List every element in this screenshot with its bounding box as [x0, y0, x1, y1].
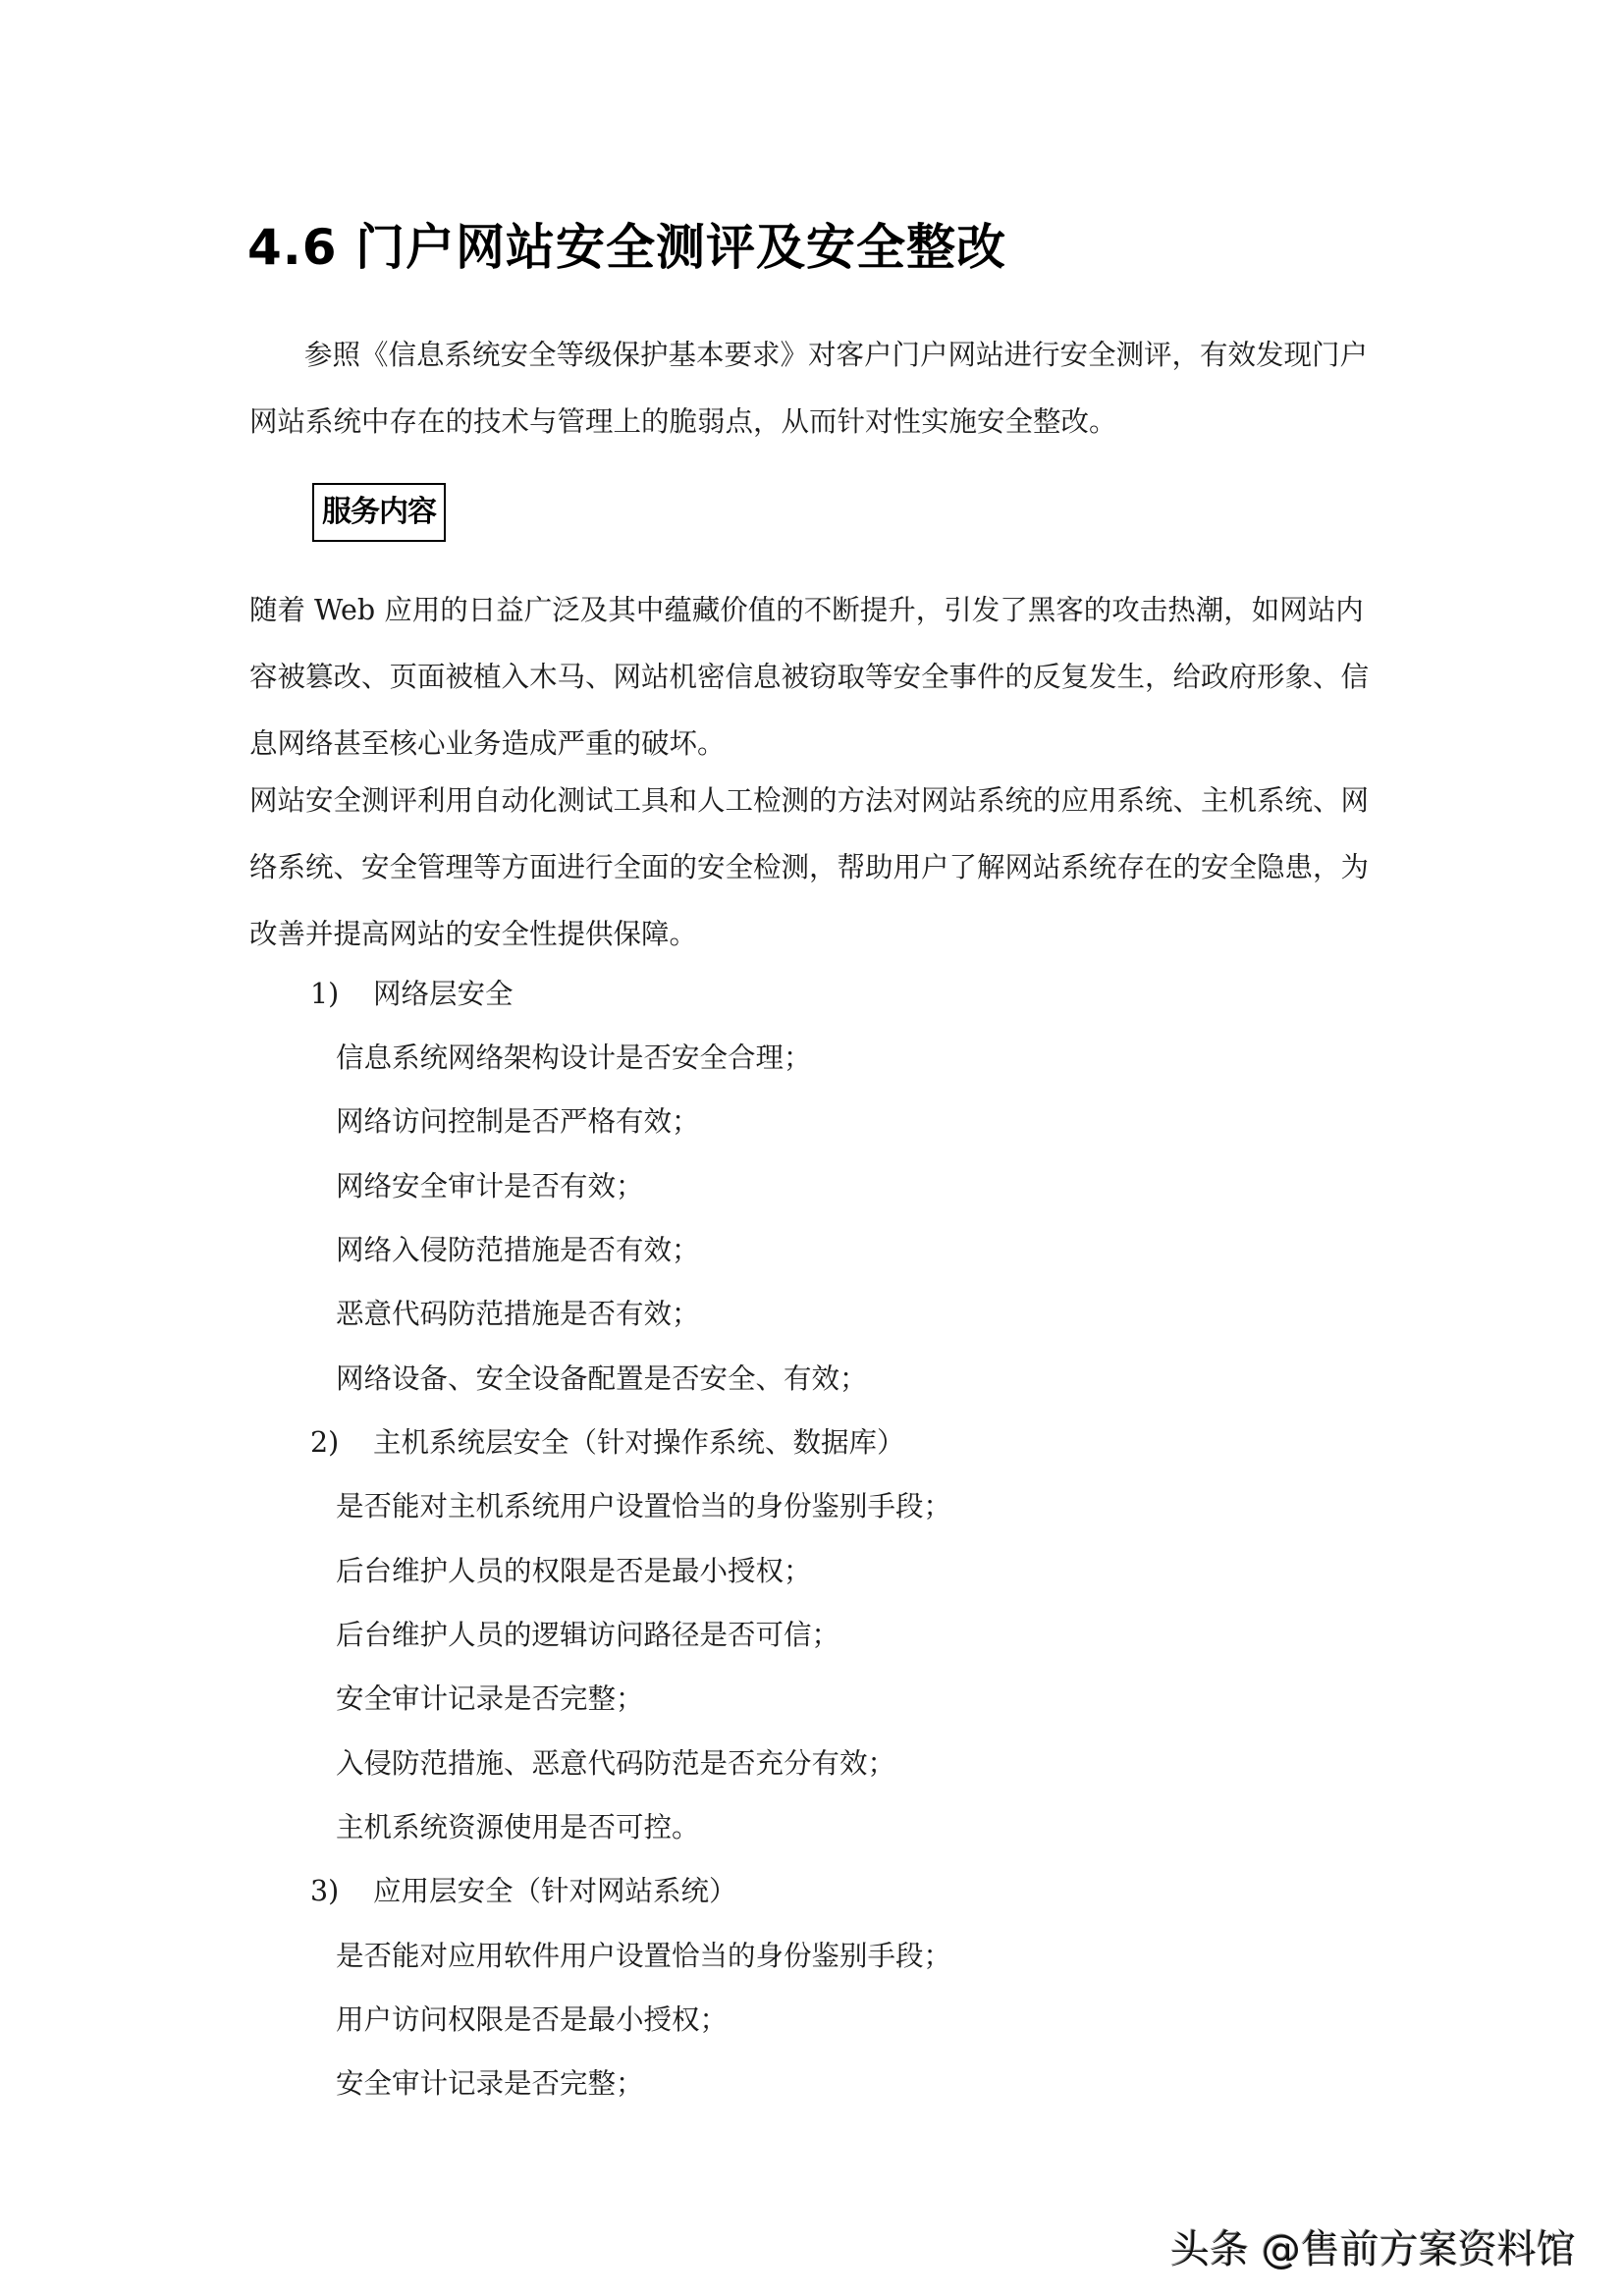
- service-content-label: 服务内容: [312, 483, 446, 542]
- list-heading-application: [310, 1869, 737, 1909]
- list-item: 网络安全审计是否有效；: [336, 1170, 644, 1202]
- list-item: 安全审计记录是否完整；: [336, 1682, 644, 1715]
- list-title: 应用层安全（针对网站系统）: [373, 1875, 737, 1907]
- list-number: 1): [310, 978, 340, 1010]
- list-item: 网络访问控制是否严格有效；: [336, 1105, 700, 1138]
- list-title: 网络层安全: [373, 978, 514, 1010]
- list-item: 后台维护人员的逻辑访问路径是否可信；: [336, 1619, 840, 1651]
- list-item: 安全审计记录是否完整；: [336, 2067, 644, 2100]
- watermark: 头条 @售前方案资料馆: [1170, 2227, 1576, 2272]
- section-heading: 4.6 门户网站安全测评及安全整改: [247, 219, 1006, 276]
- list-item: 用户访问权限是否是最小授权；: [336, 2003, 729, 2036]
- list-item: 后台维护人员的权限是否是最小授权；: [336, 1555, 812, 1587]
- list-title: 主机系统层安全（针对操作系统、数据库）: [373, 1426, 905, 1459]
- list-number: 2): [310, 1426, 340, 1459]
- list-item: 信息系统网络架构设计是否安全合理；: [336, 1041, 812, 1074]
- list-item: 恶意代码防范措施是否有效；: [336, 1298, 700, 1330]
- list-item: 是否能对主机系统用户设置恰当的身份鉴别手段；: [336, 1490, 952, 1522]
- list-item: 主机系统资源使用是否可控。: [336, 1811, 700, 1843]
- list-item: 网络入侵防范措施是否有效；: [336, 1234, 700, 1266]
- intro-paragraph: 参照《信息系统安全等级保护基本要求》对客户门户网站进行安全测评，有效发现门户网站系统中存在的技术与管理上的脆弱点，从而针对性实施安全整改。: [249, 339, 1369, 438]
- list-item: 网络设备、安全设备配置是否安全、有效；: [336, 1362, 868, 1395]
- list-heading-host: [310, 1420, 905, 1461]
- list-item: 入侵防范措施、恶意代码防范是否充分有效；: [336, 1747, 896, 1780]
- list-item: 是否能对应用软件用户设置恰当的身份鉴别手段；: [336, 1940, 952, 1972]
- list-number: 3): [310, 1875, 340, 1907]
- body-paragraph-2: 网站安全测评利用自动化测试工具和人工检测的方法对网站系统的应用系统、主机系统、网络系统、安全管理等方面进行全面的安全检测，帮助用户了解网站系统存在的安全隐患，为改善并提高网站的安全性提供保障。: [249, 784, 1370, 950]
- list-heading-network: [310, 972, 514, 1012]
- body-paragraph-1: 随着 Web 应用的日益广泛及其中蕴藏价值的不断提升，引发了黑客的攻击热潮，如网站内容被篡改、页面被植入木马、网站机密信息被窃取等安全事件的反复发生，给政府形象、信息网络甚至核心业务造成严重的破坏。: [249, 594, 1370, 760]
